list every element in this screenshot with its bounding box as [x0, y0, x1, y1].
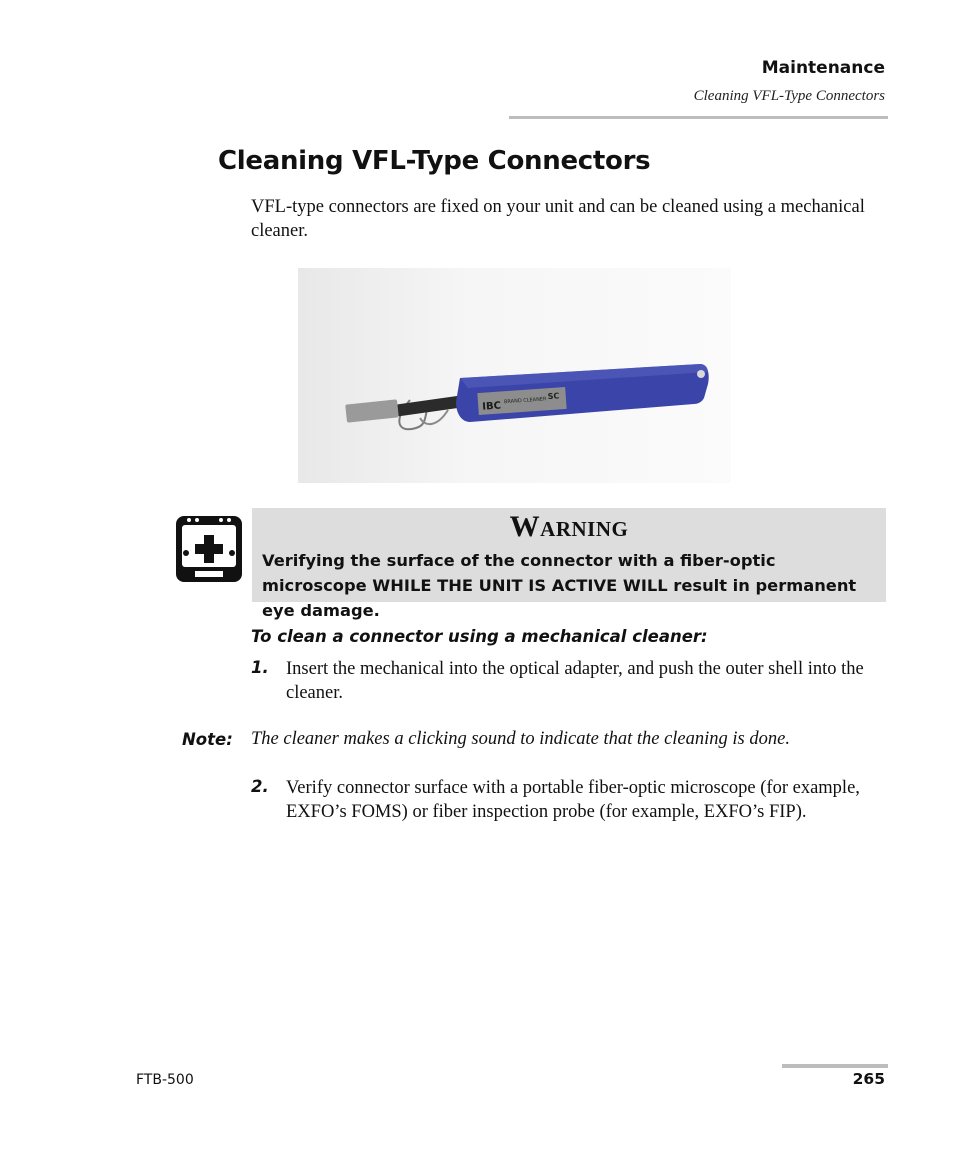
warning-title: Warning: [509, 510, 629, 543]
warning-text: Verifying the surface of the connector with a fiber-optic microscope WHILE THE UNIT IS ACTIVE WILL result in permanent eye damage.: [262, 551, 857, 620]
cleaner-label-brand: IBC: [481, 400, 502, 413]
note-text: The cleaner makes a clicking sound to indicate that the cleaning is done.: [251, 729, 790, 749]
procedure-title: To clean a connector using a mechanical cleaner:: [251, 627, 708, 646]
step-1-text: Insert the mechanical into the optical adapter, and push the outer shell into the cleaner.: [286, 659, 864, 703]
cleaner-label-text: BRAND CLEANER: [503, 396, 547, 406]
header-subsection: Cleaning VFL-Type Connectors: [693, 88, 885, 104]
page-title: Cleaning VFL-Type Connectors: [218, 146, 651, 176]
footer-rule: [782, 1064, 888, 1068]
step-2-text: Verify connector surface with a portable fiber-optic microscope (for example, EXFO’s FOMS) or fiber inspection probe (for example, EXFO’s FIP).: [286, 778, 860, 822]
note-label: Note:: [182, 730, 233, 749]
mechanical-cleaner-photo: [298, 268, 731, 483]
footer-product: FTB-500: [136, 1072, 194, 1088]
intro-paragraph: VFL-type connectors are fixed on your unit and can be cleaned using a mechanical cleaner.: [251, 197, 865, 241]
cleaner-label-code: SC: [547, 391, 560, 402]
header-rule: [509, 116, 888, 119]
step-1-number: 1.: [251, 658, 269, 677]
header-section: Maintenance: [761, 58, 885, 78]
warning-hazard-icon: [175, 515, 243, 583]
page-number: 265: [852, 1070, 885, 1088]
mechanical-cleaner-illustration: [298, 268, 731, 483]
warning-box: [252, 508, 886, 620]
step-2-number: 2.: [251, 777, 269, 796]
